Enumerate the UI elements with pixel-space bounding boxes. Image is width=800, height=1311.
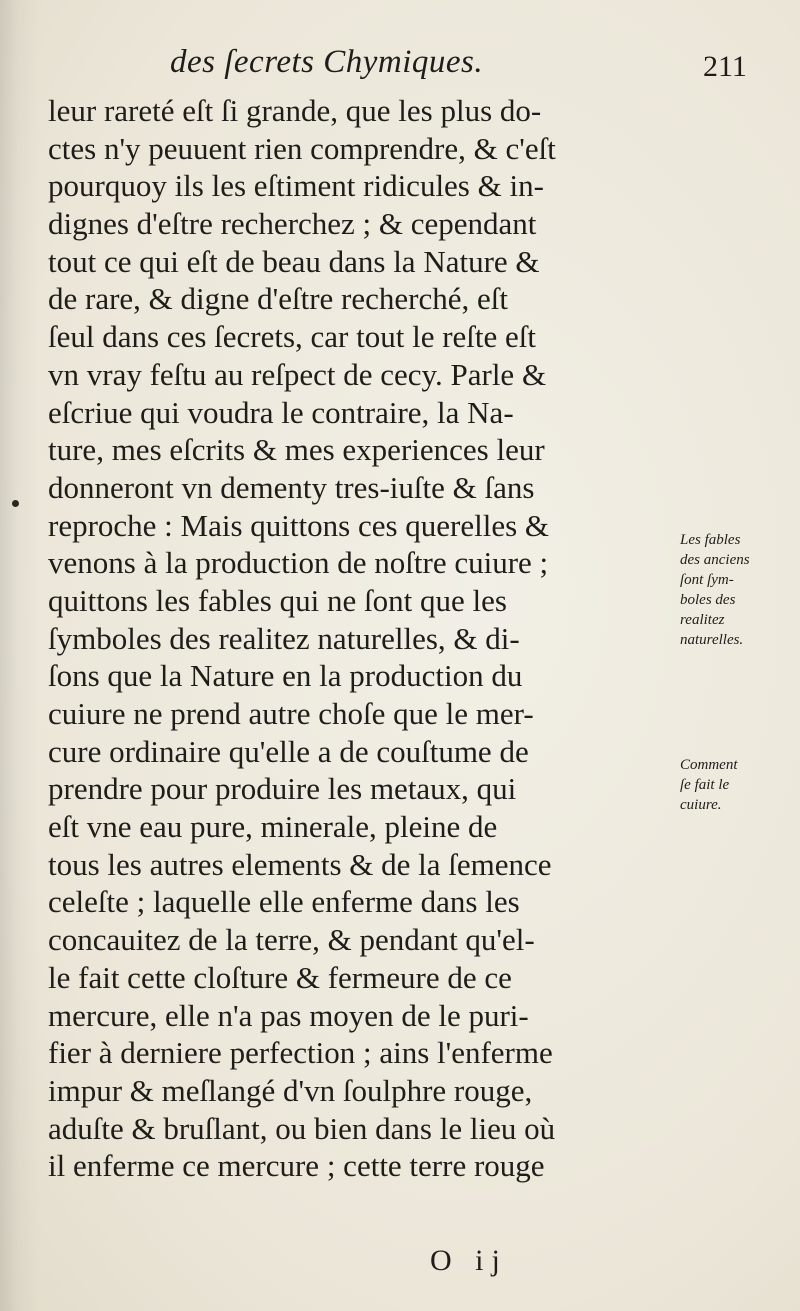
text-line: fier à derniere perfection ; ains l'enferme	[48, 1035, 553, 1071]
text-line: ctes n'y peuuent rien comprendre, & c'eſt	[48, 130, 556, 166]
text-line: aduſte & bruſlant, ou bien dans le lieu où	[48, 1110, 556, 1146]
text-line: ture, mes eſcrits & mes experiences leur	[48, 432, 545, 468]
text-line: tout ce qui eſt de beau dans la Nature &	[48, 243, 540, 279]
text-line: mercure, elle n'a pas moyen de le puri-	[48, 997, 529, 1033]
body-text	[48, 92, 668, 1185]
text-line: il enferme ce mercure ; cette terre rouge	[48, 1148, 545, 1184]
text-line: cure ordinaire qu'elle a de couſtume de	[48, 733, 529, 769]
text-line: quittons les fables qui ne ſont que les	[48, 582, 507, 618]
text-line: ſons que la Nature en la production du	[48, 658, 523, 694]
note-line: Les fables	[680, 532, 741, 548]
text-line: prendre pour produire les metaux, qui	[48, 771, 517, 807]
text-line: tous les autres elements & de la ſemence	[48, 846, 552, 882]
text-line: ſymboles des realitez naturelles, & di-	[48, 620, 520, 656]
note-line: cuiure.	[680, 797, 722, 813]
text-line: ſeul dans ces ſecrets, car tout le reſte eſt	[48, 319, 537, 355]
text-line: celeſte ; laquelle elle enferme dans les	[48, 884, 520, 920]
text-line: le fait cette cloſture & fermeure de ce	[48, 959, 512, 995]
page-number: 211	[703, 50, 747, 83]
margin-note-cuiure	[680, 755, 795, 815]
text-line: impur & meſlangé d'vn ſoulphre rouge,	[48, 1072, 533, 1108]
text-line: de rare, & digne d'eſtre recherché, eſt	[48, 281, 508, 317]
text-line: reproche : Mais quittons ces querelles &	[48, 507, 550, 543]
margin-note-fables	[680, 530, 795, 650]
note-line: ſe fait le	[680, 777, 730, 793]
note-line: Comment	[680, 757, 738, 773]
note-line: ſont ſym-	[680, 572, 734, 588]
signature-mark: O ij	[430, 1244, 508, 1277]
page-header	[0, 44, 800, 88]
note-line: des anciens	[680, 552, 750, 568]
text-line: leur rareté eſt ſi grande, que les plus do-	[48, 93, 542, 128]
text-line: donneront vn dementy tres-iuſte & ſans	[48, 469, 535, 505]
text-line: concauitez de la terre, & pendant qu'el-	[48, 922, 535, 958]
text-line: pourquoy ils les eſtiment ridicules & in-	[48, 168, 544, 204]
running-title: des ſecrets Chymiques.	[170, 44, 484, 80]
text-line: cuiure ne prend autre choſe que le mer-	[48, 696, 534, 731]
note-line: boles des	[680, 592, 736, 608]
text-line: eſcriue qui voudra le contraire, la Na-	[48, 394, 514, 430]
text-line: venons à la production de noſtre cuiure ;	[48, 545, 549, 581]
text-line: eſt vne eau pure, minerale, pleine de	[48, 809, 498, 845]
ink-mark	[12, 500, 19, 507]
text-line: dignes d'eſtre recherchez ; & cependant	[48, 206, 537, 242]
note-line: naturelles.	[680, 632, 744, 648]
text-line: vn vray feſtu au reſpect de cecy. Parle &	[48, 356, 547, 392]
note-line: realitez	[680, 612, 725, 628]
